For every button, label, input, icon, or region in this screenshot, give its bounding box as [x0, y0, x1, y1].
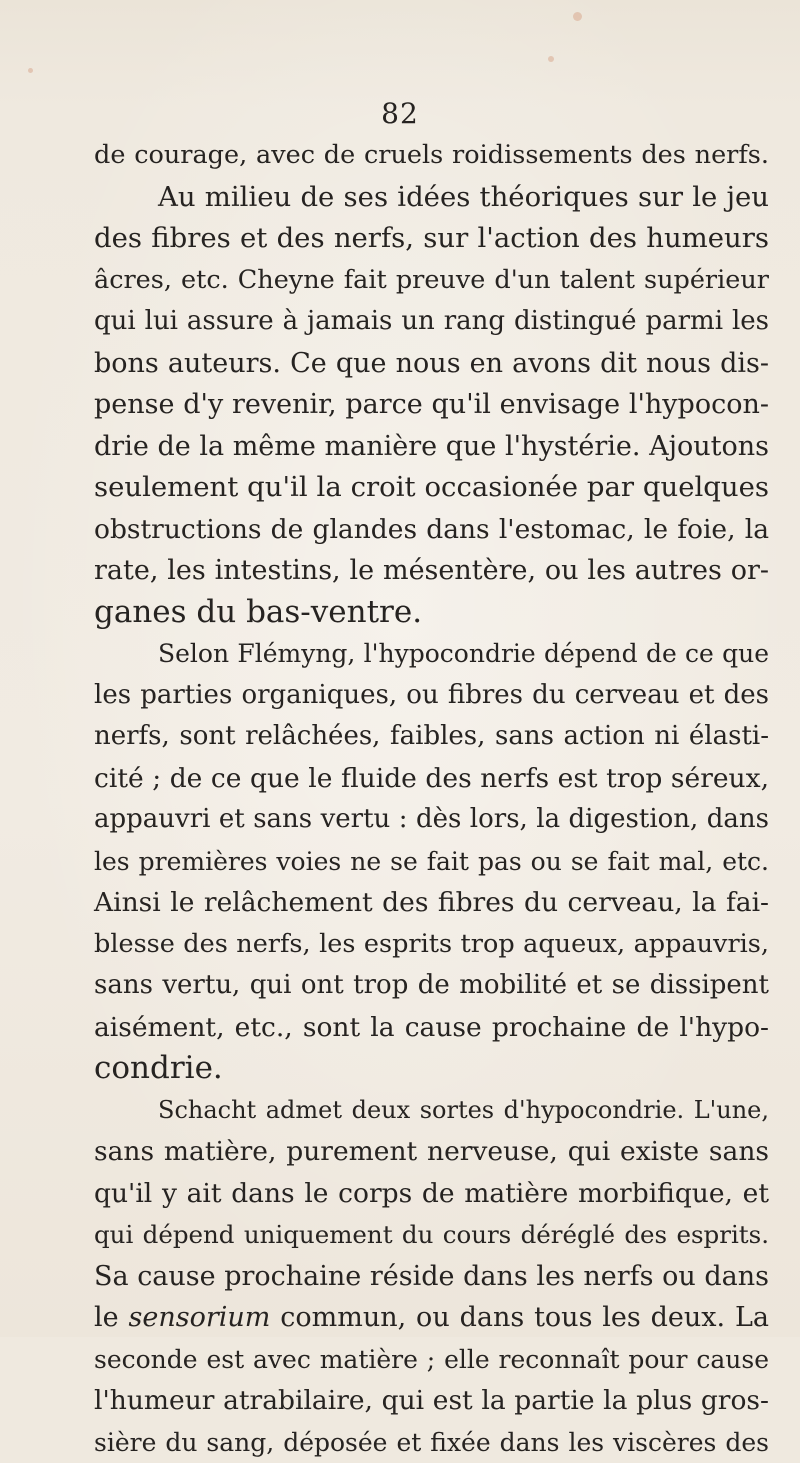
text-line: sans matière, purement nerveuse, qui existe sans: [94, 1131, 769, 1173]
text-line: qui dépend uniquement du cours déréglé des esprits.: [94, 1214, 769, 1256]
paper-stain: [573, 12, 582, 21]
text-line: appauvri et sans vertu : dès lors, la digestion, dans: [94, 799, 769, 841]
text-line: Ainsi le relâchement des fibres du cerveau, la fai-: [94, 882, 769, 924]
text-line: aisément, etc., sont la cause prochaine de l'hypo-: [94, 1007, 769, 1049]
text-line: sans vertu, qui ont trop de mobilité et se dissipent: [94, 965, 769, 1007]
italic-term: sensorium: [129, 1302, 271, 1333]
text-line: obstructions de glandes dans l'estomac, le foie, la: [94, 509, 769, 551]
paper-stain: [28, 68, 33, 73]
text-line: cité ; de ce que le fluide des nerfs est trop séreux,: [94, 758, 769, 800]
text-line: ganes du bas-ventre.: [94, 592, 769, 634]
text-fragment: le: [94, 1302, 129, 1333]
text-line: Sa cause prochaine réside dans les nerfs ou dans: [94, 1256, 769, 1298]
text-line: des fibres et des nerfs, sur l'action des humeurs: [94, 218, 769, 260]
text-line: blesse des nerfs, les esprits trop aqueux, appauvris,: [94, 924, 769, 966]
text-line: [94, 1297, 769, 1339]
text-line: bons auteurs. Ce que nous en avons dit nous dis-: [94, 343, 769, 385]
text-line: qui lui assure à jamais un rang distingué parmi les: [94, 301, 769, 343]
text-line: seconde est avec matière ; elle reconnaît pour cause: [94, 1339, 769, 1381]
text-line: rate, les intestins, le mésentère, ou les autres or-: [94, 550, 769, 592]
text-line: sière du sang, déposée et fixée dans les viscères des: [94, 1422, 769, 1463]
paper-stain: [548, 56, 554, 62]
text-fragment: commun, ou dans tous les deux. La: [270, 1302, 769, 1333]
page-number: 82: [0, 97, 800, 131]
text-line: l'humeur atrabilaire, qui est la partie la plus gros-: [94, 1380, 769, 1422]
text-line: nerfs, sont relâchées, faibles, sans action ni élasti-: [94, 716, 769, 758]
body-text: [94, 135, 769, 1463]
text-line: les premières voies ne se fait pas ou se fait mal, etc.: [94, 841, 769, 883]
text-line: Selon Flémyng, l'hypocondrie dépend de ce que: [94, 633, 769, 675]
text-line: âcres, etc. Cheyne fait preuve d'un talent supérieur: [94, 260, 769, 302]
text-line: seulement qu'il la croit occasionée par quelques: [94, 467, 769, 509]
text-line: Schacht admet deux sortes d'hypocondrie. L'une,: [94, 1090, 769, 1132]
text-line: drie de la même manière que l'hystérie. Ajoutons: [94, 426, 769, 468]
text-line: pense d'y revenir, parce qu'il envisage l'hypocon-: [94, 384, 769, 426]
text-line: les parties organiques, ou fibres du cerveau et des: [94, 675, 769, 717]
text-line: de courage, avec de cruels roidissements des nerfs.: [94, 135, 769, 177]
text-line: qu'il y ait dans le corps de matière morbifique, et: [94, 1173, 769, 1215]
text-line: condrie.: [94, 1048, 769, 1090]
text-line: Au milieu de ses idées théoriques sur le jeu: [94, 177, 769, 219]
